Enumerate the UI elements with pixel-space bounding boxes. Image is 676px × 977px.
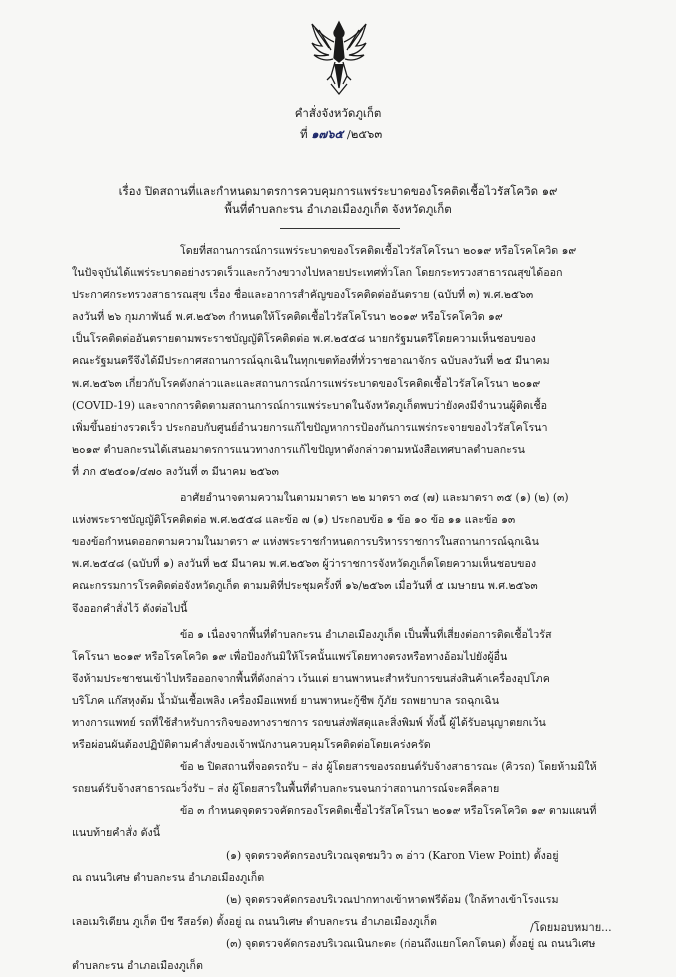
clause-2-line: ข้อ ๒ ปิดสถานที่จอดรถรับ – ส่ง ผู้โดยสารของรถยนต์รับจ้างสาธารณะ (คิวรถ) โดยห้ามมิให้	[180, 760, 597, 774]
body-line: พ.ศ.๒๕๖๓ เกี่ยวกับโรคดังกล่าวและและสถานการณ์การแพร่ระบาดของโรคติดเชื้อไวรัสโคโรนา ๒๐๑๙	[72, 376, 541, 390]
document-title: คำสั่งจังหวัดภูเก็ต	[294, 106, 382, 120]
body-line: แห่งพระราชบัญญัติโรคติดต่อ พ.ศ.๒๕๕๘ และข้อ ๗ (๑) ประกอบข้อ ๑ ข้อ ๑๐ ข้อ ๑๑ และข้อ ๑๓	[72, 513, 516, 527]
checkpoint-3-line: (๓) จุดตรวจคัดกรองบริเวณเนินกะตะ (ก่อนถึงแยกโคกโตนด) ตั้งอยู่ ณ ถนนวิเศษ	[226, 936, 596, 950]
clause-3-line: ข้อ ๓ กำหนดจุดตรวจคัดกรองโรคติดเชื้อไวรัสโคโรนา ๒๐๑๙ หรือโรคโควิด ๑๙ ตามแผนที่	[180, 804, 597, 818]
body-line: ประกาศกระทรวงสาธารณสุข เรื่อง ชื่อและอาการสำคัญของโรคติดต่ออันตราย (ฉบับที่ ๓) พ.ศ.๒๕๖๓	[72, 288, 534, 302]
preamble-paragraph	[72, 240, 632, 977]
body-line: โคโรนา ๒๐๑๙ หรือโรคโควิด ๑๙ เพื่อป้องกันมิให้โรคนั้นแพร่โดยทางตรงหรือทางอ้อมไปยังผู้อื่น	[72, 649, 508, 663]
checkpoint-2-line: (๒) จุดตรวจคัดกรองบริเวณปากทางเข้าหาดฟรีด้อม (ใกล้ทางเข้าโรงแรม	[226, 892, 559, 906]
body-line: พ.ศ.๒๕๔๘ (ฉบับที่ ๑) ลงวันที่ ๒๕ มีนาคม พ.ศ.๒๕๖๓ ผู้ว่าราชการจังหวัดภูเก็ตโดยความเห็นชอบของ	[72, 557, 537, 571]
body-line: ของข้อกำหนดออกตามความในมาตรา ๙ แห่งพระราชกำหนดการบริหารราชการในสถานการณ์ฉุกเฉิน	[72, 535, 539, 549]
order-year: /๒๕๖๓	[346, 127, 383, 141]
body-line: จึงห้ามประชาชนเข้าไปหรือออกจากพื้นที่ดังกล่าว เว้นแต่ ยานพาหนะสำหรับการขนส่งสินค้าเครื่องอุปโภค	[72, 671, 550, 685]
body-line: อาศัยอำนาจตามความในตามมาตรา ๒๒ มาตรา ๓๔ (๗) และมาตรา ๓๕ (๑) (๒) (๓)	[180, 491, 569, 505]
order-prefix: ที่	[300, 127, 308, 141]
body-line: ลงวันที่ ๒๖ กุมภาพันธ์ พ.ศ.๒๕๖๓ กำหนดให้โรคติดเชื้อไวรัสโคโรนา ๒๐๑๙ หรือโรคโควิด ๑๙	[72, 310, 503, 324]
subject-line-2: พื้นที่ตำบลกะรน อำเภอเมืองภูเก็ต จังหวัดภูเก็ต	[224, 202, 452, 216]
body-line: (COVID-19) และจากการติดตามสถานการณ์การแพร่ระบาดในจังหวัดภูเก็ตพบว่ายังคงมีจำนวนผู้ติดเชื้อ	[72, 398, 548, 412]
order-number	[300, 126, 382, 144]
body-line: คณะกรรมการโรคติดต่อจังหวัดภูเก็ต ตามมติที่ประชุมครั้งที่ ๑๖/๒๕๖๓ เมื่อวันที่ ๕ เมษายน พ.ศ.๒๕๖๓	[72, 579, 538, 593]
body-line: เพิ่มขึ้นอย่างรวดเร็ว ประกอบกับศูนย์อำนวยการแก้ไขปัญหาการป้องกันการแพร่กระจายของไวรัสโคโรนา	[72, 420, 548, 434]
body-line: ณ ถนนวิเศษ ตำบลกะรน อำเภอเมืองภูเก็ต	[72, 870, 265, 884]
continuation-note: /โดยมอบหมาย...	[530, 921, 612, 934]
body-line: จึงออกคำสั่งไว้ ดังต่อไปนี้	[72, 601, 188, 615]
body-line: คณะรัฐมนตรีจึงได้มีประกาศสถานการณ์ฉุกเฉินในทุกเขตท้องที่ทั่วราชอาณาจักร ฉบับลงวันที่ ๒๕ มีนาคม	[72, 354, 550, 368]
clause-1-line: ข้อ ๑ เนื่องจากพื้นที่ตำบลกะรน อำเภอเมืองภูเก็ต เป็นพื้นที่เสี่ยงต่อการติดเชื้อไวรัส	[180, 627, 552, 641]
body-line: ตำบลกะรน อำเภอเมืองภูเก็ต	[72, 959, 203, 972]
body-line: ที่ ภก ๕๒๕๐๑/๔๗๐ ลงวันที่ ๓ มีนาคม ๒๕๖๓	[72, 464, 279, 478]
body-line: โดยที่สถานการณ์การแพร่ระบาดของโรคติดเชื้อไวรัสโคโรนา ๒๐๑๙ หรือโรคโควิด ๑๙	[180, 244, 577, 257]
body-line: แนบท้ายคำสั่ง ดังนี้	[72, 826, 161, 840]
body-line: เลอเมริเดียน ภูเก็ต บีช รีสอร์ต) ตั้งอยู่ ณ ถนนวิเศษ ตำบลกะรน อำเภอเมืองภูเก็ต	[72, 914, 437, 928]
body-line: ทางการแพทย์ รถที่ใช้สำหรับการกิจของทางราชการ รถขนส่งพัสดุและสิ่งพิมพ์ ทั้งนี้ ผู้ได้รับอนุญาตยกเว้น	[72, 715, 546, 729]
body-line: ในปัจจุบันได้แพร่ระบาดอย่างรวดเร็วและกว้างขวางไปหลายประเทศทั่วโลก โดยกระทรวงสาธารณสุขได้ออก	[72, 266, 563, 280]
body-line: รถยนต์รับจ้างสาธารณะวิ่งรับ – ส่ง ผู้โดยสารในพื้นที่ตำบลกะรนจนกว่าสถานการณ์จะคลี่คลาย	[72, 782, 500, 796]
checkpoint-1-line: (๑) จุดตรวจคัดกรองบริเวณจุดชมวิว ๓ อ่าว (Karon View Point) ตั้งอยู่	[226, 848, 559, 862]
header-divider	[280, 228, 400, 229]
body-line: บริโภค แก๊สหุงต้ม น้ำมันเชื้อเพลิง เครื่องมือแพทย์ ยานพาหนะกู้ชีพ กู้ภัย รถพยาบาล รถฉุกเฉิน	[72, 693, 500, 707]
garuda-emblem-icon	[309, 18, 369, 96]
subject-line-1: เรื่อง ปิดสถานที่และกำหนดมาตรการควบคุมการแพร่ระบาดของโรคติดเชื้อไวรัสโควิด ๑๙	[118, 184, 558, 198]
body-line: เป็นโรคติดต่ออันตรายตามพระราชบัญญัติโรคติดต่อ พ.ศ.๒๕๕๘ นายกรัฐมนตรีโดยความเห็นชอบของ	[72, 332, 536, 346]
order-number-handwritten: ๑๗๖๕	[311, 127, 344, 141]
body-line: ๒๐๑๙ ตำบลกะรนได้เสนอมาตรการแนวทางการแก้ไขปัญหาดังกล่าวตามหนังสือเทศบาลตำบลกะรน	[72, 442, 525, 456]
body-line: หรือผ่อนผันต้องปฏิบัติตามคำสั่งของเจ้าพนักงานควบคุมโรคติดต่อโดยเคร่งครัด	[72, 738, 431, 752]
